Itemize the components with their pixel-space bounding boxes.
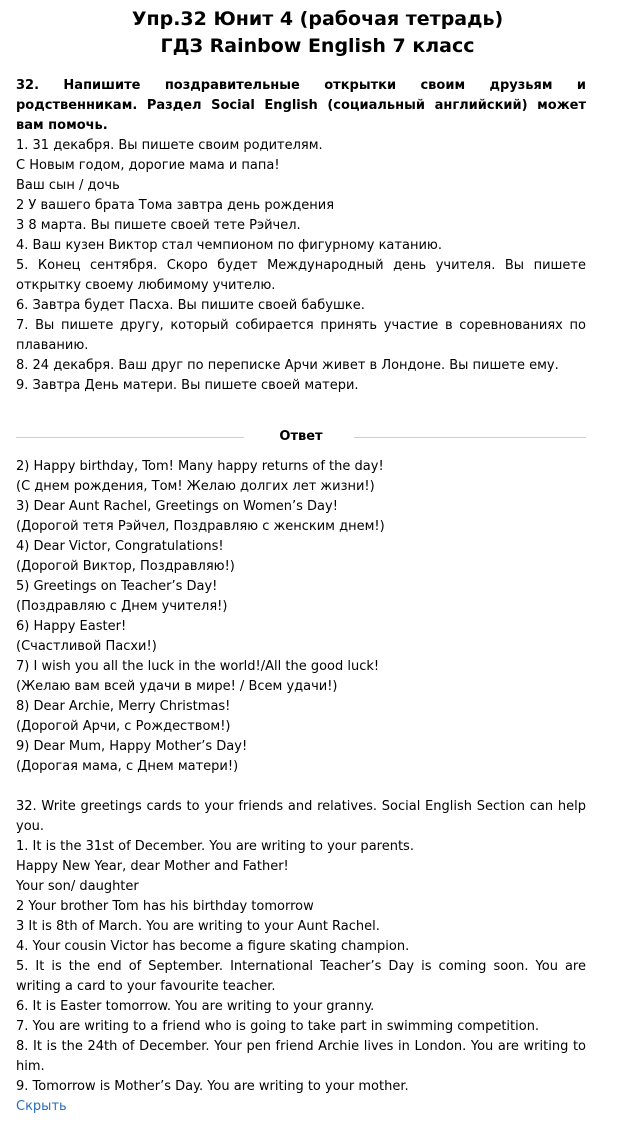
answer-line: 6) Happy Easter!: [16, 619, 127, 634]
title-line-2: ГДЗ Rainbow English 7 класс: [160, 35, 475, 57]
divider-label: Ответ: [279, 429, 323, 444]
task-line: 6. Завтра будет Пасха. Вы пишите своей бабушке.: [16, 298, 365, 313]
hide-link[interactable]: Скрыть: [16, 1099, 67, 1114]
english-line: Your son/ daughter: [16, 879, 139, 894]
task-line: 3 8 марта. Вы пишете своей тете Рэйчел.: [16, 218, 301, 233]
task-line: 7. Вы пишете другу, который собирается принять участие в соревнованиях по плаванию.: [16, 318, 586, 353]
answer-line: 8) Dear Archie, Merry Christmas!: [16, 699, 231, 714]
answer-line: (Дорогой тетя Рэйчел, Поздравляю с женским днем!): [16, 519, 385, 534]
task-line: 2 У вашего брата Тома завтра день рождения: [16, 198, 335, 213]
english-line: 9. Tomorrow is Mother’s Day. You are writing to your mother.: [16, 1079, 409, 1094]
task-line: 1. 31 декабря. Вы пишете своим родителям.: [16, 138, 323, 153]
task-english: [16, 797, 586, 1097]
task-line: С Новым годом, дорогие мама и папа!: [16, 158, 280, 173]
english-line: 2 Your brother Tom has his birthday tomorrow: [16, 899, 314, 914]
answer-line: 2) Happy birthday, Tom! Many happy returns of the day!: [16, 459, 384, 474]
answer-line: 5) Greetings on Teacher’s Day!: [16, 579, 218, 594]
english-line: 32. Write greetings cards to your friends and relatives. Social English Section can help you.: [16, 799, 586, 834]
english-line: 7. You are writing to a friend who is going to take part in swimming competition.: [16, 1019, 540, 1034]
answer-line: 4) Dear Victor, Congratulations!: [16, 539, 224, 554]
task-line: 9. Завтра День матери. Вы пишете своей матери.: [16, 378, 359, 393]
answer-line: (Поздравляю с Днем учителя!): [16, 599, 228, 614]
english-line: 1. It is the 31st of December. You are writing to your parents.: [16, 839, 414, 854]
answer-block: [16, 457, 586, 777]
english-line: 6. It is Easter tomorrow. You are writing to your granny.: [16, 999, 375, 1014]
answer-divider: [16, 427, 586, 447]
english-line: Happy New Year, dear Mother and Father!: [16, 859, 289, 874]
answer-line: 7) I wish you all the luck in the world!/All the good luck!: [16, 659, 380, 674]
divider-rule-right: [354, 437, 586, 438]
english-line: 3 It is 8th of March. You are writing to your Aunt Rachel.: [16, 919, 380, 934]
task-line: 4. Ваш кузен Виктор стал чемпионом по фигурному катанию.: [16, 238, 442, 253]
task-line: 5. Конец сентября. Скоро будет Международный день учителя. Вы пишете открытку своему любимому учителю.: [16, 258, 586, 293]
answer-line: 9) Dear Mum, Happy Mother’s Day!: [16, 739, 248, 754]
answer-line: (Дорогая мама, с Днем матери!): [16, 759, 239, 774]
english-line: 5. It is the end of September. International Teacher’s Day is coming soon. You are writing a card to your favourite teacher.: [16, 959, 586, 994]
answer-line: (Дорогой Арчи, с Рождеством!): [16, 719, 231, 734]
task-lead: 32. Напишите поздравительные открытки своим друзьям и родственникам. Раздел Social English (социальный английский) может вам помочь.: [16, 78, 586, 133]
page-title: [0, 0, 635, 60]
answer-line: (С днем рождения, Том! Желаю долгих лет жизни!): [16, 479, 375, 494]
english-line: 4. Your cousin Victor has become a figure skating champion.: [16, 939, 410, 954]
task-line: Ваш сын / дочь: [16, 178, 120, 193]
answer-line: (Счастливой Пасхи!): [16, 639, 157, 654]
title-line-1: Упр.32 Юнит 4 (рабочая тетрадь): [131, 8, 504, 30]
answer-line: (Дорогой Виктор, Поздравляю!): [16, 559, 235, 574]
english-line: 8. It is the 24th of December. Your pen friend Archie lives in London. You are writing to him.: [16, 1039, 586, 1074]
task-line: 8. 24 декабря. Ваш друг по переписке Арчи живет в Лондоне. Вы пишете ему.: [16, 358, 559, 373]
answer-line: 3) Dear Aunt Rachel, Greetings on Women’s Day!: [16, 499, 338, 514]
answer-line: (Желаю вам всей удачи в мире! / Всем удачи!): [16, 679, 338, 694]
task-russian: [16, 76, 586, 396]
